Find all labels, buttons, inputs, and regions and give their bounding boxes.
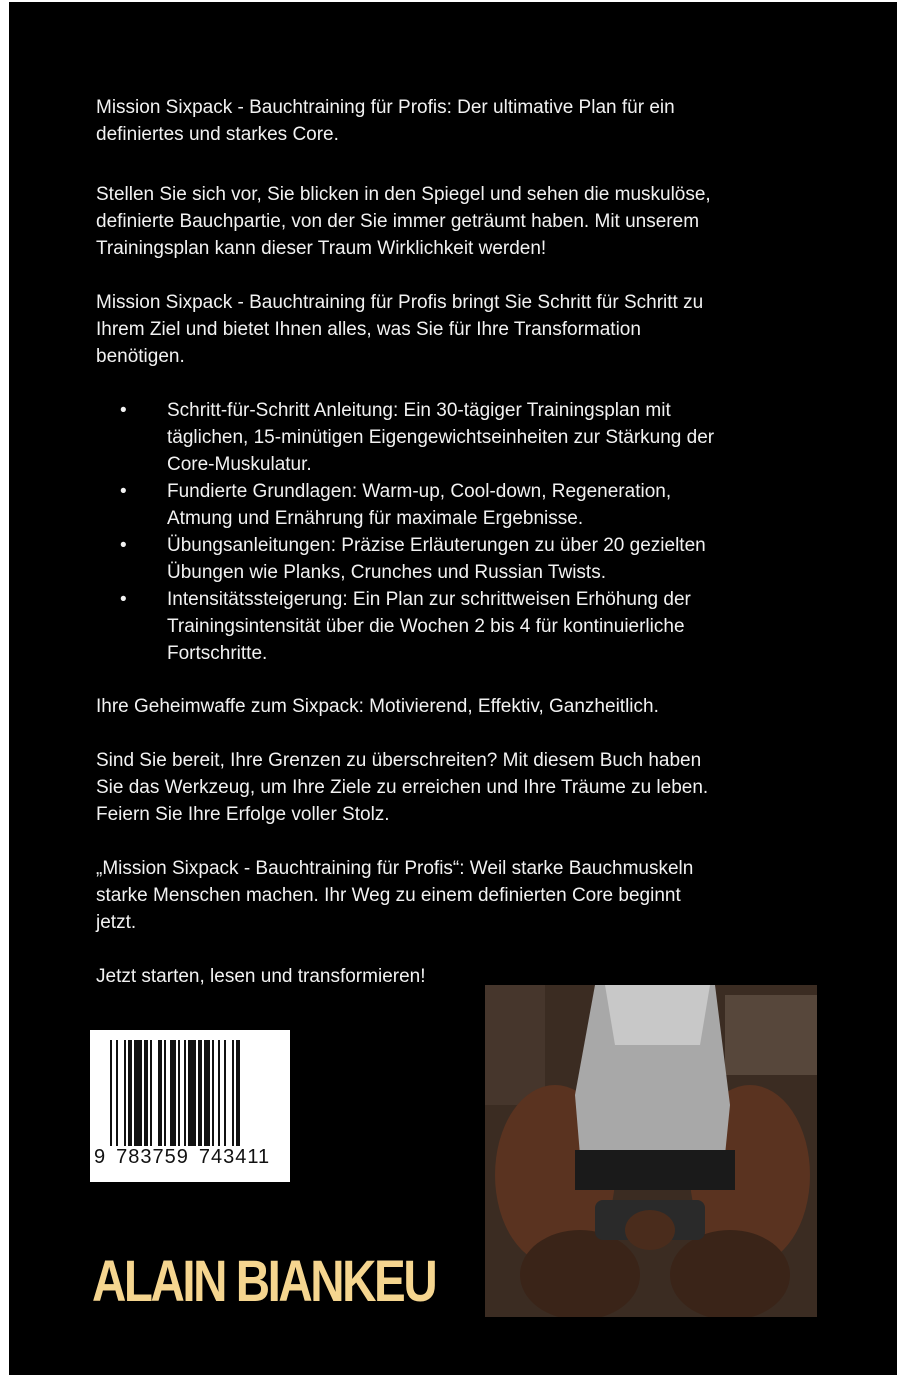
isbn-digit: 9 (94, 1146, 107, 1168)
barcode-bar (170, 1040, 176, 1158)
text-line: Sie das Werkzeug, um Ihre Ziele zu erreichen und Ihre Träume zu leben. (96, 777, 709, 798)
text-line: Stellen Sie sich vor, Sie blicken in den Spiegel und sehen die muskulöse, (96, 184, 711, 205)
feature-list (96, 397, 714, 667)
text-line: Mission Sixpack - Bauchtraining für Profis bringt Sie Schritt für Schritt zu (96, 292, 704, 313)
text-line: „Mission Sixpack - Bauchtraining für Profis“: Weil starke Bauchmuskeln (96, 858, 694, 879)
text-line: definierte Bauchpartie, von der Sie immer geträumt haben. Mit unserem (96, 211, 700, 232)
barcode-bar (236, 1040, 240, 1158)
text-line: Schritt-für-Schritt Anleitung: Ein 30-tägiger Trainingsplan mit (167, 400, 671, 421)
list-item (96, 532, 714, 586)
text-line: Sind Sie bereit, Ihre Grenzen zu überschreiten? Mit diesem Buch haben (96, 750, 702, 771)
bullet-icon: • (120, 481, 127, 502)
barcode-bar (212, 1040, 214, 1158)
call-to-action (96, 963, 426, 990)
barcode-bar (232, 1040, 234, 1158)
author-photo (485, 985, 817, 1317)
barcode-bar (218, 1040, 220, 1158)
ready-paragraph (96, 747, 708, 828)
text-line: Core-Muskulatur. (167, 454, 312, 475)
isbn-barcode (90, 1030, 290, 1182)
barcode-bar (158, 1040, 162, 1158)
barcode-bar (188, 1040, 196, 1158)
barcode-bars-icon (110, 1040, 280, 1158)
text-line: Ihrem Ziel und bietet Ihnen alles, was Sie für Ihre Transformation (96, 319, 641, 340)
barcode-bar (198, 1040, 202, 1158)
barcode-bar (178, 1040, 180, 1158)
barcode-bar (164, 1040, 166, 1158)
list-item (96, 397, 714, 478)
text-line: definiertes und starkes Core. (96, 124, 339, 145)
barcode-bar (144, 1040, 148, 1158)
athlete-image-icon (485, 985, 817, 1317)
barcode-bar (116, 1040, 118, 1158)
isbn-digits: 783759 (116, 1146, 189, 1168)
text-line: Atmung und Ernährung für maximale Ergebnisse. (167, 508, 584, 529)
imagine-paragraph (96, 181, 711, 262)
isbn-number (94, 1146, 282, 1169)
text-line: jetzt. (96, 912, 137, 933)
text-line: Fortschritte. (167, 643, 268, 664)
intro-paragraph (96, 94, 675, 148)
text-line: Fundierte Grundlagen: Warm-up, Cool-down, Regeneration, (167, 481, 672, 502)
text-line: Trainingsplan kann dieser Traum Wirklichkeit werden! (96, 238, 547, 259)
text-line: benötigen. (96, 346, 185, 367)
text-line: starke Menschen machen. Ihr Weg zu einem definierten Core beginnt (96, 885, 681, 906)
list-item (96, 586, 714, 667)
quote-paragraph (96, 855, 693, 936)
text-line: Übungsanleitungen: Präzise Erläuterungen zu über 20 gezielten (167, 535, 706, 556)
author-name: ALAIN BIANKEU (92, 1249, 436, 1314)
text-line: Feiern Sie Ihre Erfolge voller Stolz. (96, 804, 390, 825)
barcode-bar (224, 1040, 226, 1158)
bullet-icon: • (120, 535, 127, 556)
barcode-bar (110, 1040, 112, 1158)
text-line: Intensitätssteigerung: Ein Plan zur schrittweisen Erhöhung der (167, 589, 691, 610)
bullet-icon: • (120, 400, 127, 421)
barcode-bar (184, 1040, 186, 1158)
list-item (96, 478, 714, 532)
barcode-bar (134, 1040, 142, 1158)
barcode-bar (204, 1040, 210, 1158)
secret-weapon-line (96, 693, 659, 720)
isbn-digits: 743411 (198, 1146, 271, 1168)
barcode-bar (124, 1040, 126, 1158)
text-line: Jetzt starten, lesen und transformieren! (96, 966, 426, 987)
offer-paragraph (96, 289, 703, 370)
text-line: Übungen wie Planks, Crunches und Russian Twists. (167, 562, 606, 583)
barcode-bar (128, 1040, 132, 1158)
text-line: Trainingsintensität über die Wochen 2 bis 4 für kontinuierliche (167, 616, 685, 637)
text-line: täglichen, 15-minütigen Eigengewichtseinheiten zur Stärkung der (167, 427, 715, 448)
text-line: Mission Sixpack - Bauchtraining für Profis: Der ultimative Plan für ein (96, 97, 675, 118)
text-line: Ihre Geheimwaffe zum Sixpack: Motivierend, Effektiv, Ganzheitlich. (96, 696, 659, 717)
bullet-icon: • (120, 589, 127, 610)
barcode-bar (150, 1040, 152, 1158)
